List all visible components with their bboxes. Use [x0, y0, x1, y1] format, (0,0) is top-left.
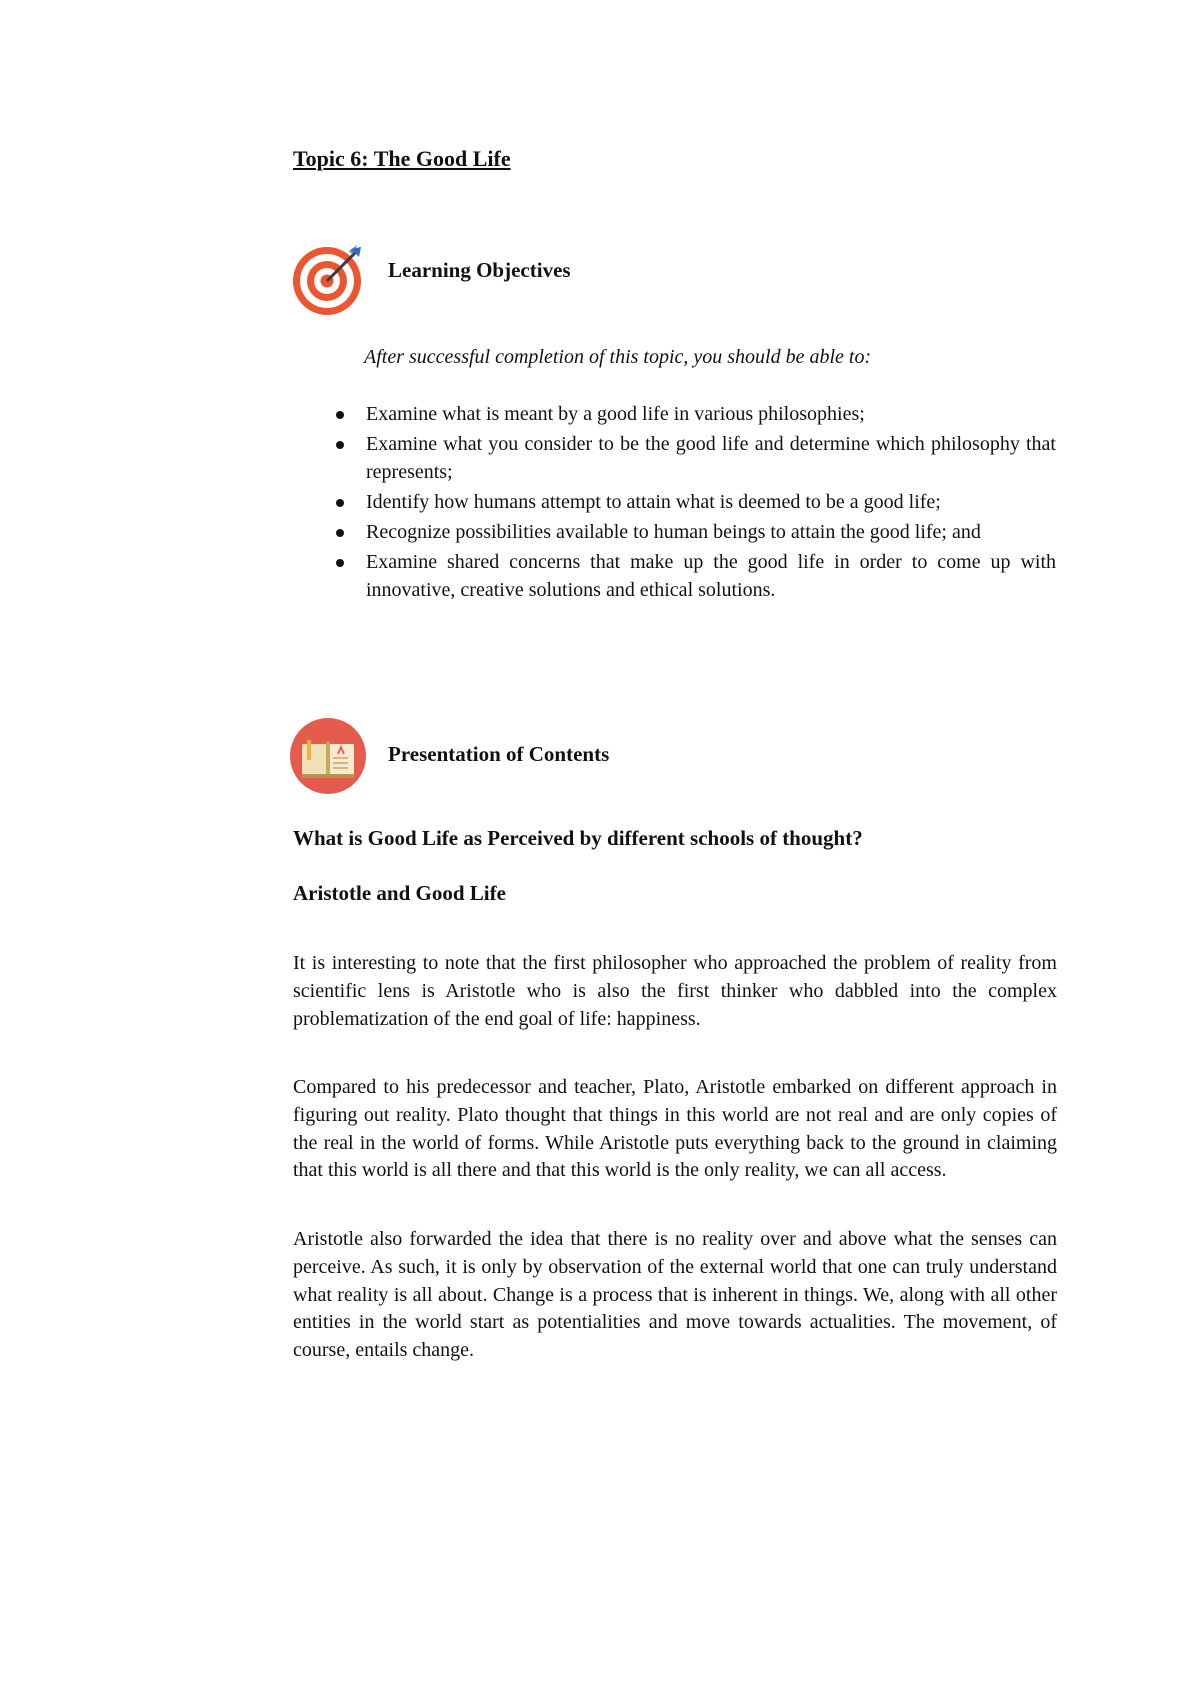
list-item: Identify how humans attempt to attain what is deemed to be a good life; [336, 488, 1056, 516]
open-book-icon [290, 718, 366, 794]
bullet-icon [336, 441, 344, 449]
list-item: Examine what is meant by a good life in various philosophies; [336, 400, 1056, 428]
question-heading: What is Good Life as Perceived by different schools of thought? [293, 826, 863, 850]
target-icon [291, 241, 367, 317]
paragraph-1: It is interesting to note that the first philosopher who approached the problem of reality from scientific lens is Aristotle who is also the first thinker who dabbled into the complex problematization of the end goal of life: happiness. [293, 952, 1057, 1030]
list-item: Examine shared concerns that make up the good life in order to come up with innovative, creative solutions and ethical solutions. [336, 548, 1056, 604]
bullet-icon [336, 411, 344, 419]
aristotle-heading: Aristotle and Good Life [293, 881, 506, 905]
topic-title: Topic 6: The Good Life [293, 146, 511, 171]
paragraph-2: Compared to his predecessor and teacher, Plato, Aristotle embarked on different approach in figuring out reality. Plato thought that things in this world are not real and are only copies of the real in the world of forms. While Aristotle puts everything back to the ground in claiming that this world is all there and that this world is the only reality, we can all access. [293, 1076, 1057, 1182]
list-item: Examine what you consider to be the good life and determine which philosophy that represents; [336, 430, 1056, 486]
bullet-icon [336, 559, 344, 567]
bullet-icon [336, 499, 344, 507]
learning-objectives-heading: Learning Objectives [388, 258, 571, 282]
list-item: Recognize possibilities available to human beings to attain the good life; and [336, 518, 1056, 546]
objectives-list [336, 400, 1056, 606]
presentation-heading: Presentation of Contents [388, 742, 610, 766]
paragraph-3: Aristotle also forwarded the idea that there is no reality over and above what the senses can perceive. As such, it is only by observation of the external world that one can truly understand what reality is all about. Change is a process that is inherent in things. We, along with all other entities in the world start as potentialities and move towards actualities. The movement, of course, entails change. [293, 1228, 1057, 1362]
objectives-intro: After successful completion of this topic, you should be able to: [364, 346, 872, 368]
bullet-icon [336, 529, 344, 537]
